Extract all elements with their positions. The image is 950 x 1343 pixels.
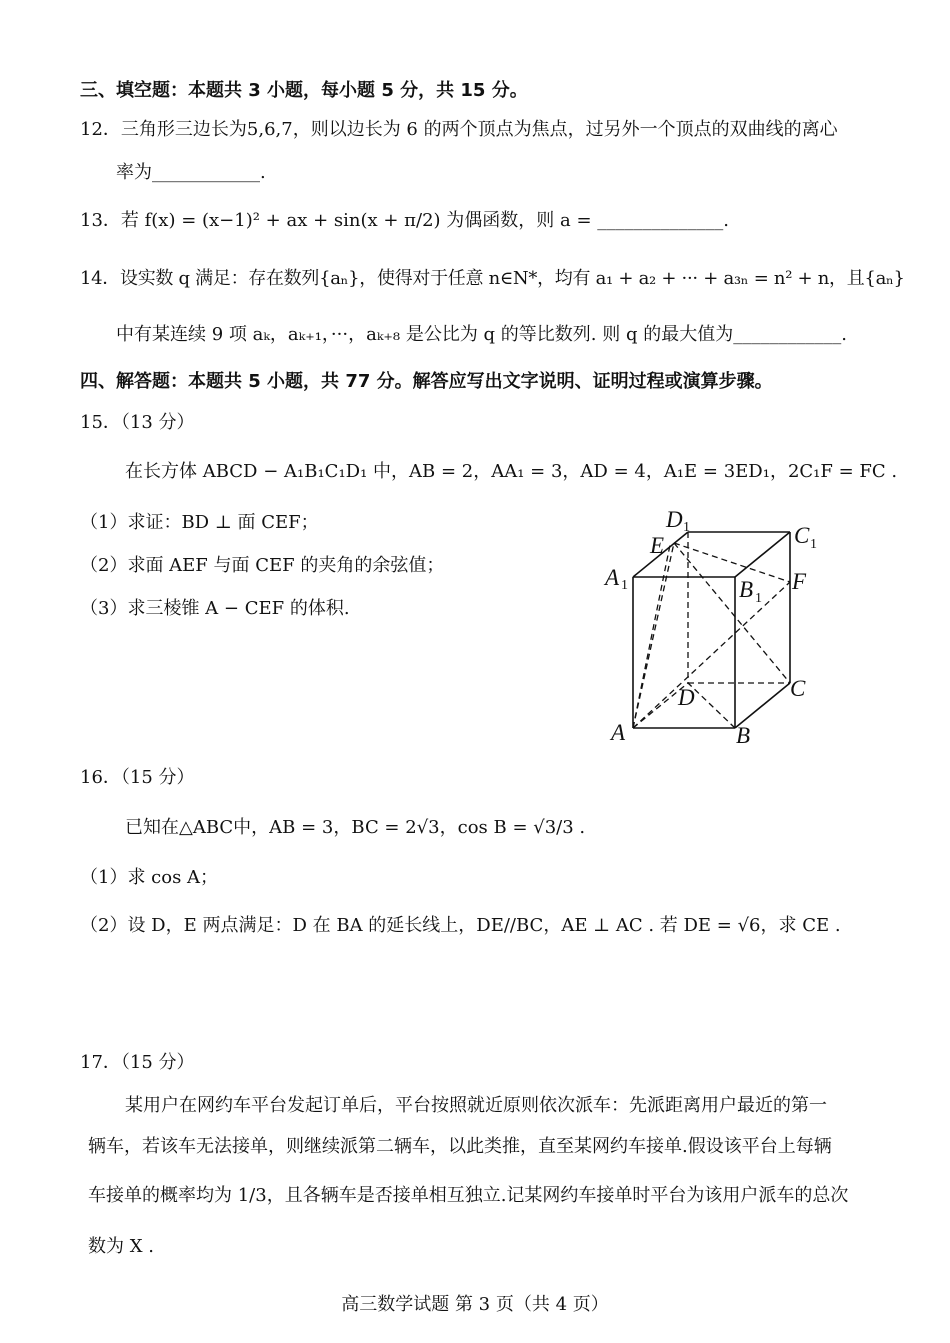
- q15-intro: 在长方体 ABCD − A₁B₁C₁D₁ 中，AB = 2，AA₁ = 3，AD = 4，A₁E = 3ED₁，2C₁F = FC .: [125, 461, 898, 482]
- section-4-title: 四、解答题：本题共 5 小题，共 77 分。解答应写出文字说明、证明过程或演算步骤。: [80, 371, 773, 392]
- label-C1-sub: 1: [810, 537, 817, 552]
- label-C: C: [790, 676, 806, 701]
- label-C1: C: [794, 523, 810, 548]
- q16-part2: （2）设 D，E 两点满足：D 在 BA 的延长线上，DE//BC，AE ⊥ AC . 若 DE = √6，求 CE .: [80, 915, 841, 936]
- q15-part1: （1）求证：BD ⊥ 面 CEF；: [80, 512, 319, 533]
- label-D1-sub: 1: [683, 520, 690, 535]
- q17-line3: 车接单的概率均为 1/3，且各辆车是否接单相互独立.记某网约车接单时平台为该用户派车的总次: [88, 1185, 849, 1206]
- q13-text: 13．若 f(x) = (x−1)² + ax + sin(x + π/2) 为偶函数，则 a = ______________.: [80, 210, 729, 231]
- q17-line1: 某用户在网约车平台发起订单后，平台按照就近原则依次派车：先派距离用户最近的第一: [125, 1095, 827, 1116]
- section-3-title: 三、填空题：本题共 3 小题，每小题 5 分，共 15 分。: [80, 80, 528, 101]
- page-footer: 高三数学试题 第 3 页（共 4 页）: [341, 1294, 609, 1315]
- q12-line2: 率为____________.: [116, 162, 266, 183]
- segment-EF: [674, 543, 790, 582]
- q15-head: 15．（13 分）: [80, 412, 195, 433]
- label-A1: A: [605, 565, 620, 590]
- label-A: A: [611, 720, 626, 745]
- q15-part2: （2）求面 AEF 与面 CEF 的夹角的余弦值；: [80, 555, 445, 576]
- q14-line1: 14．设实数 q 满足：存在数列{aₙ}，使得对于任意 n∈N*，均有 a₁ + a₂ + ··· + a₃ₙ = n² + n，且{aₙ}: [80, 268, 905, 289]
- label-B: B: [736, 723, 751, 748]
- q16-head: 16．（15 分）: [80, 767, 195, 788]
- q15-part3: （3）求三棱锥 A − CEF 的体积.: [80, 598, 350, 619]
- cuboid-figure: [600, 505, 825, 755]
- q17-head: 17．（15 分）: [80, 1052, 195, 1073]
- edge-BC: [735, 683, 790, 728]
- q17-line4: 数为 X .: [88, 1236, 154, 1257]
- label-A1-sub: 1: [621, 578, 628, 593]
- q14-line2: 中有某连续 9 项 aₖ，aₖ₊₁，···，aₖ₊₈ 是公比为 q 的等比数列. 则 q 的最大值为____________.: [116, 324, 847, 345]
- label-F: F: [792, 569, 807, 594]
- segment-BD: [688, 683, 735, 728]
- label-D1: D: [666, 507, 683, 532]
- q12-line1: 12．三角形三边长为5,6,7，则以边长为 6 的两个顶点为焦点，过另外一个顶点的双曲线的离心: [80, 119, 838, 140]
- segment-EC: [674, 543, 790, 683]
- label-E: E: [650, 533, 665, 558]
- edge-B1C1: [735, 532, 790, 577]
- q16-part1: （1）求 cos A；: [80, 867, 219, 888]
- q17-line2: 辆车，若该车无法接单，则继续派第二辆车，以此类推，直至某网约车接单.假设该平台上每辆: [88, 1136, 832, 1157]
- label-D: D: [678, 685, 695, 710]
- q16-intro: 已知在△ABC中，AB = 3，BC = 2√3，cos B = √3/3 .: [125, 817, 586, 838]
- label-B1-sub: 1: [755, 591, 762, 606]
- label-B1: B: [739, 577, 754, 602]
